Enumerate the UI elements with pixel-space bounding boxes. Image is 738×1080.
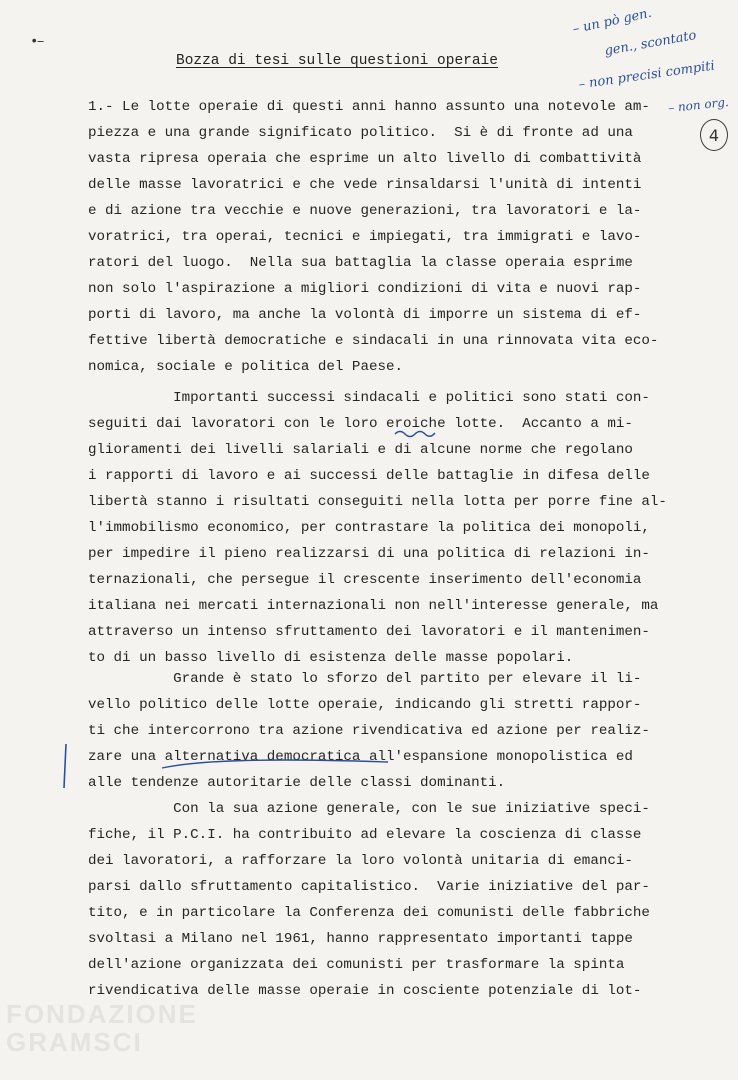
text-line: vasta ripresa operaia che esprime un alto livello di combattività bbox=[88, 151, 642, 167]
text-line: seguiti dai lavoratori con le loro eroiche lotte. Accanto a mi- bbox=[88, 416, 633, 432]
text-line: i rapporti di lavoro e ai successi delle battaglie in difesa delle bbox=[88, 468, 650, 484]
corner-mark: •– bbox=[30, 34, 43, 50]
text-line: parsi dallo sfruttamento capitalistico. Varie iniziative del par- bbox=[88, 879, 650, 895]
text-line: dell'azione organizzata dei comunisti per trasformare la spinta bbox=[88, 957, 625, 973]
margin-note: gen., scontato bbox=[603, 28, 698, 59]
text-line: to di un basso livello di esistenza delle masse popolari. bbox=[88, 650, 574, 666]
text-line: Grande è stato lo sforzo del partito per elevare il li- bbox=[88, 671, 642, 687]
text-line: glioramenti dei livelli salariali e di alcune norme che regolano bbox=[88, 442, 633, 458]
text-line: per impedire il pieno realizzarsi di una politica di relazioni in- bbox=[88, 546, 650, 562]
text-line: tito, e in particolare la Conferenza dei comunisti delle fabbriche bbox=[88, 905, 650, 921]
watermark bbox=[6, 1000, 198, 1056]
text-line: fettive libertà democratiche e sindacali in una rinnovata vita eco- bbox=[88, 333, 659, 349]
text-line: svoltasi a Milano nel 1961, hanno rappresentato importanti tappe bbox=[88, 931, 633, 947]
text-line: delle masse lavoratrici e che vede rinsaldarsi l'unità di intenti bbox=[88, 177, 642, 193]
text-line: voratrici, tra operai, tecnici e impiegati, tra immigrati e lavo- bbox=[88, 229, 642, 245]
text-line: vello politico delle lotte operaie, indicando gli stretti rappor- bbox=[88, 697, 642, 713]
text-line: porti di lavoro, ma anche la volontà di imporre un sistema di ef- bbox=[88, 307, 642, 323]
text-line: italiana nei mercati internazionali non nell'interesse generale, ma bbox=[88, 598, 659, 614]
text-line: ti che intercorrono tra azione rivendicativa ed azione per realiz- bbox=[88, 723, 650, 739]
text-line: piezza e una grande significato politico. Si è di fronte ad una bbox=[88, 125, 633, 141]
squiggle-underline-icon bbox=[394, 428, 436, 438]
text-line: Con la sua azione generale, con le sue iniziative speci- bbox=[88, 801, 650, 817]
text-line: ratori del luogo. Nella sua battaglia la classe operaia esprime bbox=[88, 255, 633, 271]
text-line: fiche, il P.C.I. ha contribuito ad elevare la coscienza di classe bbox=[88, 827, 642, 843]
text-line: l'immobilismo economico, per contrastare la politica dei monopoli, bbox=[88, 520, 650, 536]
text-line: nomica, sociale e politica del Paese. bbox=[88, 359, 404, 375]
text-line: dei lavoratori, a rafforzare la loro volontà unitaria di emanci- bbox=[88, 853, 633, 869]
margin-bracket-icon bbox=[58, 742, 70, 792]
margin-note: – non precisi compiti bbox=[577, 58, 716, 93]
text-line: rivendicativa delle masse operaie in cosciente potenziale di lot- bbox=[88, 983, 642, 999]
document-title: Bozza di tesi sulle questioni operaie bbox=[176, 53, 498, 69]
text-line: libertà stanno i risultati conseguiti nella lotta per porre fine al- bbox=[88, 494, 667, 510]
text-line: 1.- Le lotte operaie di questi anni hanno assunto una notevole am- bbox=[88, 99, 650, 115]
text-line: Importanti successi sindacali e politici sono stati con- bbox=[88, 390, 650, 406]
page-number: 4 bbox=[700, 119, 728, 151]
watermark-line: GRAMSCI bbox=[6, 1027, 143, 1057]
watermark-line: FONDAZIONE bbox=[6, 999, 198, 1029]
margin-note: – non org. bbox=[667, 94, 730, 116]
text-line: zare una alternativa democratica all'espansione monopolistica ed bbox=[88, 749, 633, 765]
text-line: ternazionali, che persegue il crescente inserimento dell'economia bbox=[88, 572, 642, 588]
text-line: alle tendenze autoritarie delle classi dominanti. bbox=[88, 775, 506, 791]
text-line: attraverso un intenso sfruttamento dei lavoratori e il mantenimen- bbox=[88, 624, 650, 640]
handwritten-underline-icon bbox=[160, 758, 390, 772]
text-line: e di azione tra vecchie e nuove generazioni, tra lavoratori e la- bbox=[88, 203, 642, 219]
margin-note: – un pò gen. bbox=[571, 5, 653, 38]
text-line: non solo l'aspirazione a migliori condizioni di vita e nuovi rap- bbox=[88, 281, 642, 297]
